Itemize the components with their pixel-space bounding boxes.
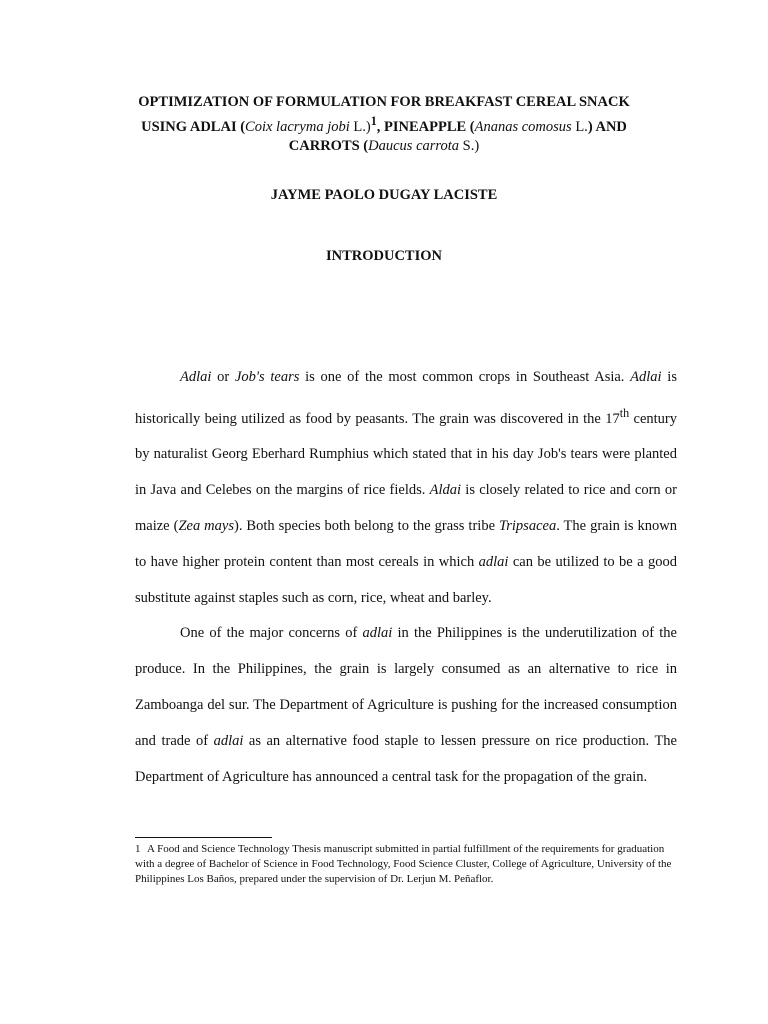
emphasis: Adlai [180,369,212,385]
body-text [135,360,677,795]
emphasis: Job's tears [234,369,300,385]
footnote-separator [135,837,272,838]
title-text: L. [571,118,588,135]
title-line-1: OPTIMIZATION OF FORMULATION FOR BREAKFAST CEREAL SNACK [138,94,630,110]
footnote-marker: 1 [370,114,377,128]
paragraph-1 [135,360,677,616]
title-text: USING ADLAI ( [141,118,246,135]
section-heading: INTRODUCTION [325,248,442,264]
paragraph-2 [135,616,677,795]
title-text: CARROTS ( [288,137,369,154]
title-text: , PINEAPPLE ( [376,118,475,135]
author-name: JAYME PAOLO DUGAY LACISTE [270,187,498,203]
text-run: is historically being utilized as food by peasants. The grain was discovered in the 17 [135,369,677,427]
title-text: L.) [349,118,371,135]
title-line-2 [100,112,668,137]
text-run: can be utilized to be a good substitute against staples such as corn, rice, wheat and barley. [135,553,677,606]
emphasis: Adlai [630,369,662,385]
scientific-name-pineapple: Ananas comosus [474,118,572,135]
emphasis: Zea mays [178,518,234,535]
emphasis: adlai [362,625,393,642]
title-text: ) [474,137,480,154]
footnote-number: 1 [135,843,141,855]
footnote [135,842,677,887]
emphasis: adlai [478,553,509,570]
text-run: ). Both species both belong to the grass tribe [233,518,499,535]
text-run: in the Philippines is the underutilization of the produce. In the Philippines, the grain is largely consumed as an alternative to rice in Zamboanga del sur. The Department of Agriculture is pushing for the increased consumption and trade of [135,625,677,749]
title-text: S. [459,137,475,154]
text-run: One of the major concerns of [180,625,363,642]
text-run: is closely related to rice and corn or maize ( [135,482,677,535]
document-title [100,93,668,156]
emphasis: Tripsacea [499,518,557,535]
scientific-name-carrot: Daucus carrota [368,137,460,154]
footnote-text: A Food and Science Technology Thesis manuscript submitted in partial fulfillment of the requirements for graduation with a degree of Bachelor of Science in Food Technology, Food Science Cluster, College of Agriculture, University of the Philippines Los Baños, prepared under the supervision of Dr. Lerjun M. Peñaflor. [135,843,672,885]
text-run: as an alternative food staple to lessen pressure on rice production. The Department of Agriculture has announced a central task for the propagation of the grain. [135,732,677,785]
emphasis: adlai [213,732,244,749]
text-run: is one of the most common crops in Southeast Asia. [299,369,631,385]
text-run: or [211,369,235,385]
emphasis: Aldai [429,482,462,499]
scientific-name-adlai: Coix lacryma jobi [245,118,350,135]
text-run: . The grain is known to have higher protein content than most cereals in which [135,518,677,570]
ordinal-superscript: th [619,405,630,420]
title-line-3 [100,137,668,156]
text-run: century by naturalist Georg Eberhard Rumphius which stated that in his day Job's tears were planted in Java and Celebes on the margins of rice fields. [135,410,678,499]
title-text: ) AND [587,118,627,135]
